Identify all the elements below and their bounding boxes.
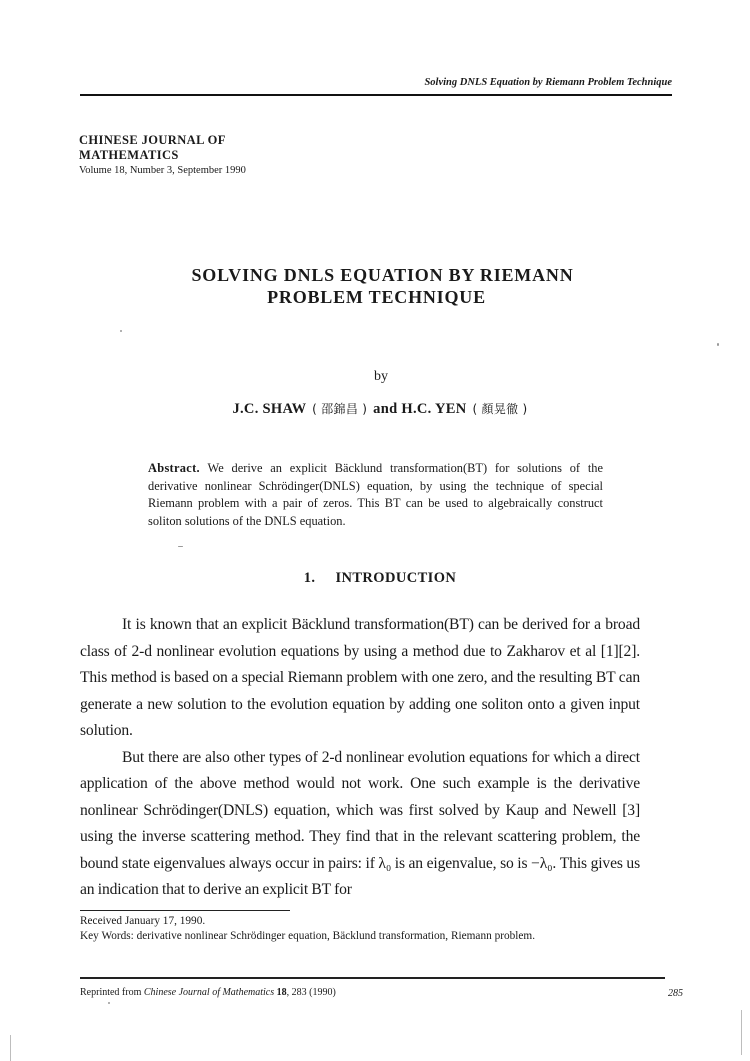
author1-cjk-name: ( 邵錦昌 ) (312, 402, 368, 416)
paragraph: It is known that an explicit Bäcklund transformation(BT) can be derived for a broad class of 2-d nonlinear evolution equations by using a method due to Zakharov et al [1][2]. This method is based on a special Riemann problem with one zero, and the resulting BT can generate a new solution to the evolution equation by adding one soliton onto a given input solution. (80, 616, 640, 739)
journal-name-line1: CHINESE JOURNAL OF (79, 133, 226, 147)
received-date: Received January 17, 1990. (80, 915, 206, 927)
running-head: Solving DNLS Equation by Riemann Problem Technique (424, 77, 672, 88)
footer-rule (80, 977, 665, 979)
title-line1: SOLVING DNLS EQUATION BY RIEMANN (191, 265, 574, 285)
reprint-volume: 18 (276, 987, 287, 998)
page-number: 285 (668, 988, 683, 999)
journal-name (79, 133, 226, 163)
body-text (80, 612, 640, 904)
author-conjunction: and (373, 401, 398, 417)
reprint-notice (80, 987, 336, 998)
footnotes (80, 914, 660, 943)
author2-cjk-name: ( 顏晃徹 ) (472, 402, 528, 416)
byline-by: by (374, 369, 388, 384)
author1-name: J.C. SHAW (232, 401, 307, 417)
abstract (148, 460, 603, 530)
reprint-prefix: Reprinted from (80, 987, 142, 998)
scan-speck (717, 343, 719, 346)
scan-speck (120, 330, 122, 332)
paragraph: But there are also other types of 2-d nonlinear evolution equations for which a direct application of the above method would not work. One such example is the derivative nonlinear Schrödinger(DNLS) equation, which was first solved by Kaup and Newell [3] using the inverse scattering method. They find that in the relevant scattering problem, the bound state eigenvalues always occur in pairs: if λ₀ is an eigenvalue, so is −λ₀. This gives us an indication that to derive an explicit BT for (80, 748, 640, 898)
journal-name-line2: MATHEMATICS (79, 148, 179, 162)
scan-edge (10, 1035, 11, 1061)
authors (0, 400, 750, 418)
section-title: INTRODUCTION (335, 570, 457, 586)
section-number: 1. (303, 570, 316, 586)
section-heading (0, 570, 750, 587)
author2-name: H.C. YEN (401, 401, 467, 417)
key-words: Key Words: derivative nonlinear Schrödinger equation, Bäcklund transformation, Riemann problem. (80, 929, 536, 942)
scan-speck (108, 1002, 110, 1004)
abstract-label: Abstract. (148, 461, 200, 475)
volume-info: Volume 18, Number 3, September 1990 (79, 165, 246, 176)
abstract-text: We derive an explicit Bäcklund transformation(BT) for solutions of the derivative nonlinear Schrödinger(DNLS) equation, by using the technique of special Riemann problem with a pair of zeros. This BT can be used to algebraically construct soliton solutions of the DNLS equation. (148, 461, 603, 528)
reprint-citation: , 283 (1990) (286, 987, 336, 998)
reprint-journal: Chinese Journal of Mathematics (143, 987, 275, 998)
title-line2: PROBLEM TECHNIQUE (267, 287, 486, 307)
paper-title (0, 264, 750, 308)
footnote-rule (80, 910, 290, 911)
header-rule (80, 94, 672, 96)
scan-speck (178, 546, 183, 547)
scan-edge (741, 1010, 742, 1055)
